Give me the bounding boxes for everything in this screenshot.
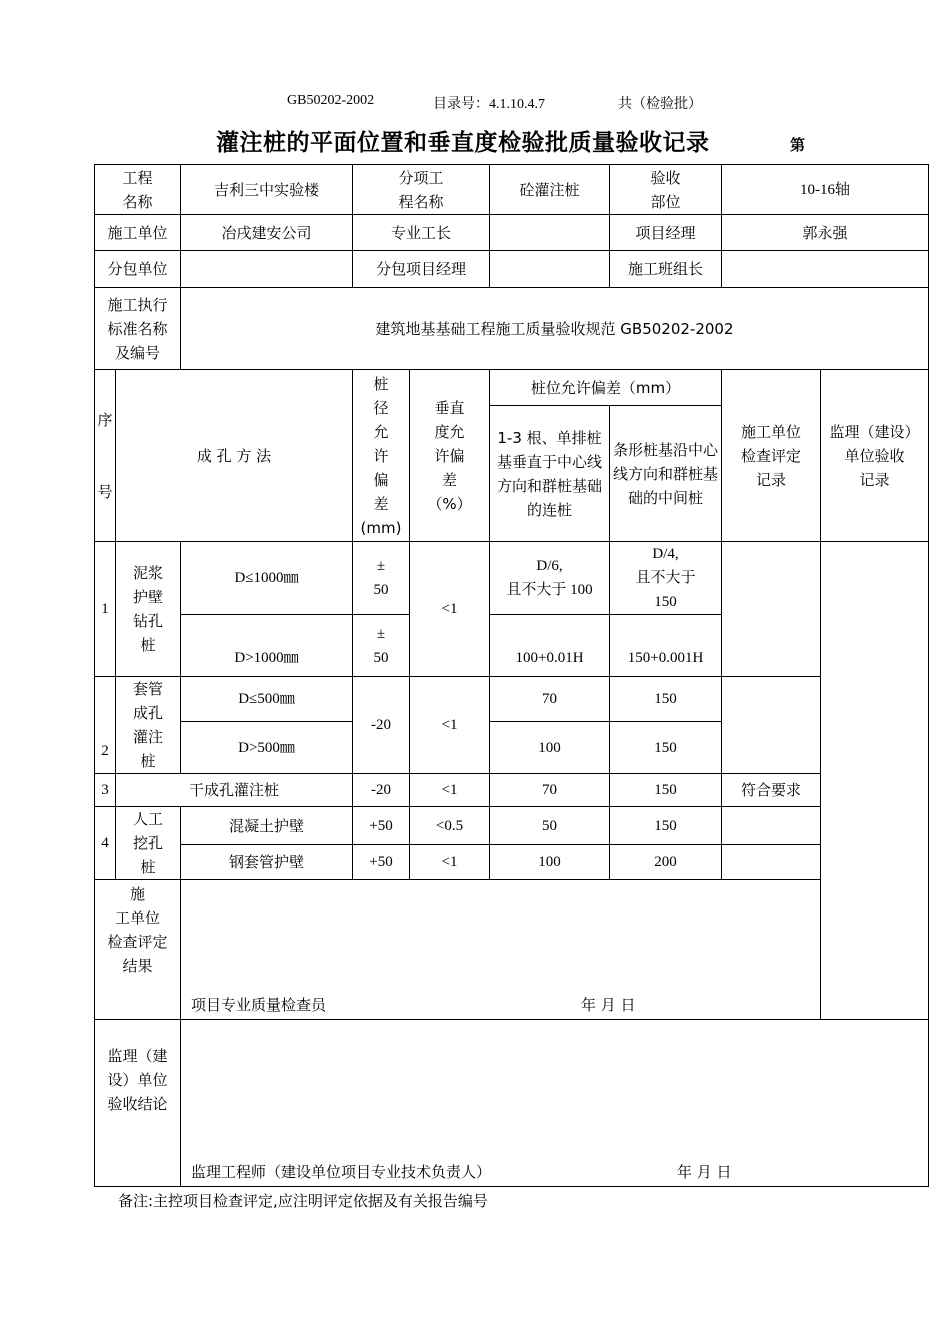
team-leader-value bbox=[722, 251, 929, 288]
title-suffix: 第 bbox=[790, 136, 806, 154]
seq-header: 序 号 bbox=[95, 370, 116, 542]
contractor-result-row bbox=[95, 880, 929, 1020]
group-1-number: 1 bbox=[95, 542, 116, 677]
group-3-number: 3 bbox=[95, 774, 116, 807]
conclusion-date: 年 月 日 bbox=[677, 1163, 732, 1181]
batch-label: 共（检验批） bbox=[618, 97, 702, 112]
result-date: 年 月 日 bbox=[581, 996, 636, 1014]
project-manager-value: 郭永强 bbox=[722, 215, 929, 251]
group-3-pos-b: 150 bbox=[610, 774, 722, 807]
contractor-result-label: 施 工单位 检查评定 结果 bbox=[95, 880, 181, 1020]
page-title: 灌注桩的平面位置和垂直度检验批质量验收记录 bbox=[216, 130, 710, 156]
row-6-check bbox=[722, 845, 821, 880]
acceptance-part-value: 10-16轴 bbox=[722, 165, 929, 215]
group-3-vertical: <1 bbox=[410, 774, 490, 807]
contractor-check-header: 施工单位 检查评定 记录 bbox=[722, 370, 821, 542]
row-2-method: D>1000㎜ bbox=[181, 615, 353, 677]
group-4-number: 4 bbox=[95, 807, 116, 880]
group-2-vertical: <1 bbox=[410, 677, 490, 774]
subcontractor-value bbox=[181, 251, 353, 288]
project-name-label: 工程 名称 bbox=[95, 165, 181, 215]
row-3-pos-a: 70 bbox=[490, 677, 610, 722]
diameter-tolerance-header: 桩 径 允 许 偏 差 (mm) bbox=[353, 370, 410, 542]
table-row bbox=[95, 807, 929, 845]
row-4-pos-a: 100 bbox=[490, 722, 610, 774]
row-3-method: D≤500㎜ bbox=[181, 677, 353, 722]
group-3-diameter: -20 bbox=[353, 774, 410, 807]
row-2-diameter: ± 50 bbox=[353, 615, 410, 677]
standard-label: 施工执行 标准名称 及编号 bbox=[95, 288, 181, 370]
row-5-pos-b: 150 bbox=[610, 807, 722, 845]
inspection-record-table bbox=[94, 164, 929, 1187]
row-1-pos-b: D/4, 且不大于 150 bbox=[610, 542, 722, 615]
row-6-pos-a: 100 bbox=[490, 845, 610, 880]
standard-value: 建筑地基基础工程施工质量验收规范 GB50202-2002 bbox=[181, 288, 929, 370]
contractor-value: 冶戌建安公司 bbox=[181, 215, 353, 251]
project-manager-label: 项目经理 bbox=[610, 215, 722, 251]
catalog-number: 目录号：4.1.10.4.7 bbox=[433, 97, 545, 112]
supervisor-conclusion-label: 监理（建 设）单位 验收结论 bbox=[95, 1020, 181, 1187]
table-row bbox=[95, 542, 929, 615]
subitem-name-value: 砼灌注桩 bbox=[490, 165, 610, 215]
column-header-row-1 bbox=[95, 370, 929, 406]
row-2-pos-a: 100+0.01H bbox=[490, 615, 610, 677]
group-2-diameter: -20 bbox=[353, 677, 410, 774]
contractor-result-content bbox=[181, 880, 929, 1020]
position-b-header: 条形桩基沿中心线方向和群桩基础的中间桩 bbox=[610, 406, 722, 542]
row-1-method: D≤1000㎜ bbox=[181, 542, 353, 615]
row-4-pos-b: 150 bbox=[610, 722, 722, 774]
project-name-value: 吉利三中实验楼 bbox=[181, 165, 353, 215]
standard-code: GB50202-2002 bbox=[287, 93, 375, 108]
supervisor-conclusion-row bbox=[95, 1020, 929, 1187]
group-2-name: 套管 成孔 灌注 桩 bbox=[116, 677, 181, 774]
supervisor-conclusion-content bbox=[181, 1020, 929, 1187]
row-6-method: 钢套管护壁 bbox=[181, 845, 353, 880]
group-1-name: 泥浆 护壁 钻孔 桩 bbox=[116, 542, 181, 677]
row-3-pos-b: 150 bbox=[610, 677, 722, 722]
group-3-pos-a: 70 bbox=[490, 774, 610, 807]
sub-pm-label: 分包项目经理 bbox=[353, 251, 490, 288]
group-1-vertical: <1 bbox=[410, 542, 490, 677]
team-leader-label: 施工班组长 bbox=[610, 251, 722, 288]
info-row-contractor bbox=[95, 215, 929, 251]
row-5-pos-a: 50 bbox=[490, 807, 610, 845]
foreman-label: 专业工长 bbox=[353, 215, 490, 251]
row-5-check bbox=[722, 807, 821, 845]
subitem-name-label: 分项工 程名称 bbox=[353, 165, 490, 215]
vertical-tolerance-header: 垂直 度允 许偏 差 （%） bbox=[410, 370, 490, 542]
sub-pm-value bbox=[490, 251, 610, 288]
row-5-method: 混凝土护壁 bbox=[181, 807, 353, 845]
acceptance-part-label: 验收 部位 bbox=[610, 165, 722, 215]
table-row bbox=[95, 774, 929, 807]
row-5-vertical: <0.5 bbox=[410, 807, 490, 845]
foreman-value bbox=[490, 215, 610, 251]
info-row-project bbox=[95, 165, 929, 215]
position-tolerance-header: 桩位允许偏差（mm） bbox=[490, 370, 722, 406]
table-row bbox=[95, 677, 929, 722]
supervisor-accept-header: 监理（建设） 单位验收 记录 bbox=[821, 370, 929, 542]
subcontractor-label: 分包单位 bbox=[95, 251, 181, 288]
footnote: 备注:主控项目检查评定,应注明评定依据及有关报告编号 bbox=[118, 1192, 488, 1210]
info-row-standard bbox=[95, 288, 929, 370]
row-2-pos-b: 150+0.001H bbox=[610, 615, 722, 677]
row-6-vertical: <1 bbox=[410, 845, 490, 880]
position-a-header: 1-3 根、单排桩基垂直于中心线方向和群桩基础的连桩 bbox=[490, 406, 610, 542]
group-3-check: 符合要求 bbox=[722, 774, 821, 807]
quality-inspector-label: 项目专业质量检查员 bbox=[191, 996, 327, 1014]
contractor-label: 施工单位 bbox=[95, 215, 181, 251]
row-4-method: D>500㎜ bbox=[181, 722, 353, 774]
group-1-check bbox=[722, 542, 821, 677]
row-1-pos-a: D/6, 且不大于 100 bbox=[490, 542, 610, 615]
group-4-name: 人工 挖孔 桩 bbox=[116, 807, 181, 880]
row-1-diameter: ± 50 bbox=[353, 542, 410, 615]
method-header: 成 孔 方 法 bbox=[116, 370, 353, 542]
group-2-check bbox=[722, 677, 821, 774]
row-5-diameter: +50 bbox=[353, 807, 410, 845]
row-6-diameter: +50 bbox=[353, 845, 410, 880]
group-3-name: 干成孔灌注桩 bbox=[116, 774, 353, 807]
table-row bbox=[95, 845, 929, 880]
row-6-pos-b: 200 bbox=[610, 845, 722, 880]
supervisor-engineer-label: 监理工程师（建设单位项目专业技术负责人） bbox=[191, 1163, 492, 1181]
group-2-number: 2 bbox=[95, 677, 116, 774]
info-row-subcontractor bbox=[95, 251, 929, 288]
